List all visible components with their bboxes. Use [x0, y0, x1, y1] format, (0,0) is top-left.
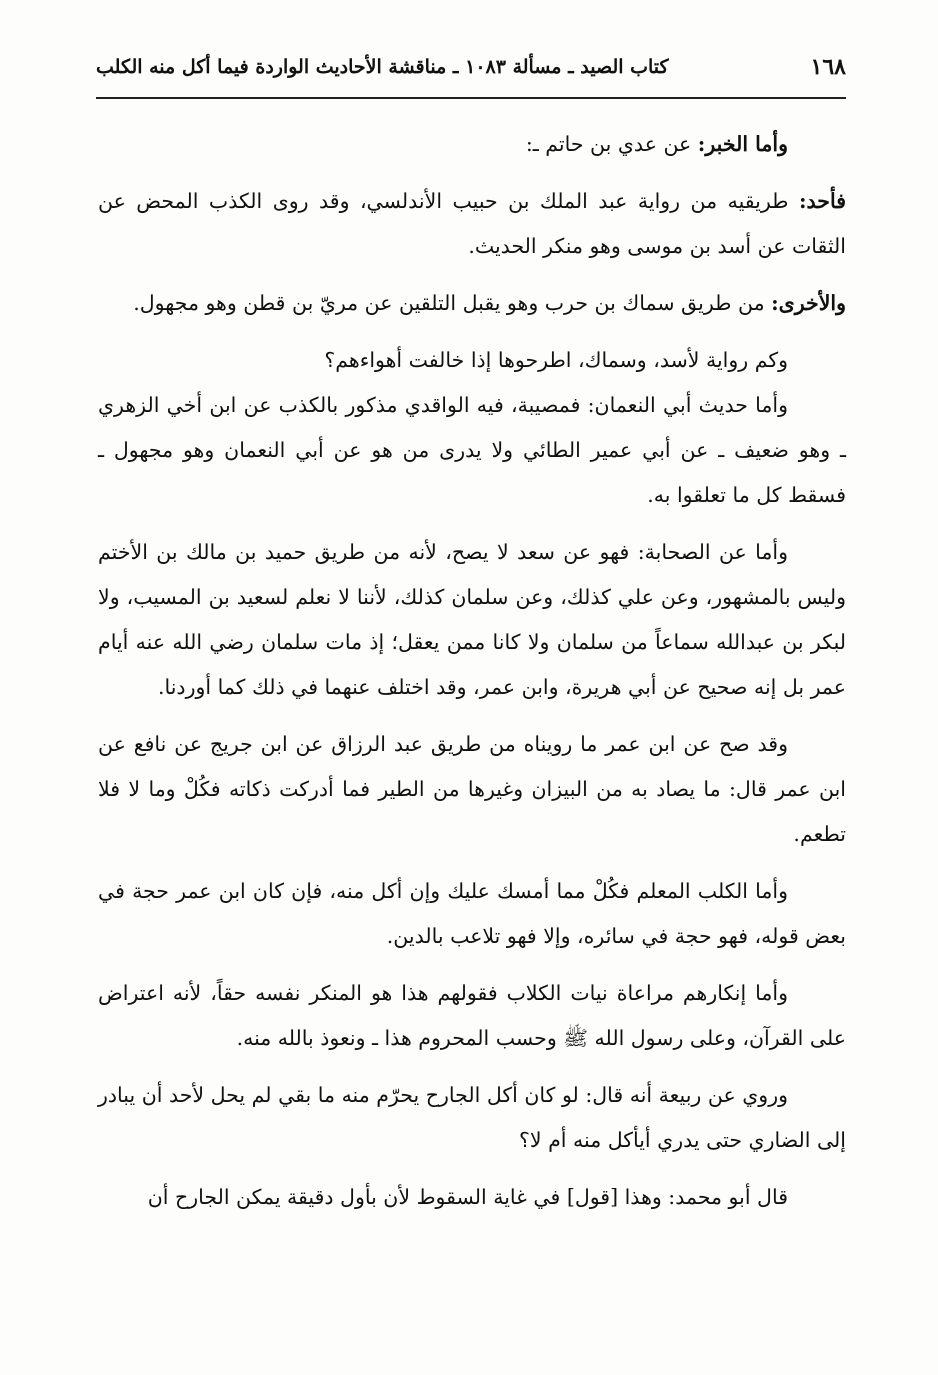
- paragraph-companions: [98, 530, 846, 710]
- paragraph-abu-muhammad: [98, 1175, 846, 1220]
- page-header: [96, 50, 846, 94]
- paragraph-abu-numan: [98, 383, 846, 518]
- paragraph-text: وروي عن ربيعة أنه قال: لو كان أكل الجارح يحرّم منه ما بقي لم يحل لأحد أن يبادر إلى الضاري حتى يدري أيأكل منه أم لا؟: [98, 1083, 846, 1152]
- paragraph-text: طريقيه من رواية عبد الملك بن حبيب الأندلسي، وقد روى الكذب المحض عن الثقات عن أسد بن موسى وهو منكر الحديث.: [98, 189, 846, 258]
- paragraph-khabar: [98, 122, 846, 167]
- paragraph-lead: والأخرى:: [771, 291, 846, 315]
- paragraph-text: عن عدي بن حاتم ـ:: [525, 132, 698, 156]
- paragraph-text: وأما عن الصحابة: فهو عن سعد لا يصح، لأنه من طريق حميد بن مالك بن الأختم وليس بالمشهور، وعن علي كذلك، وعن سلمان كذلك، لأننا لا نعلم لسعيد بن المسيب، ولا لبكر بن عبدالله سماعاً من سلمان ولا كانا ممن يعقل؛ إذ مات سلمان رضي الله عنه أيام عمر بل إنه صحيح عن أبي هريرة، وابن عمر، وقد اختلف عنهما في ذلك كما أوردنا.: [98, 540, 846, 699]
- paragraph-text: من طريق سماك بن حرب وهو يقبل التلقين عن مريّ بن قطن وهو مجهول.: [133, 291, 772, 315]
- paragraph-text: وأما إنكارهم مراعاة نيات الكلاب فقولهم هذا هو المنكر نفسه حقاً، لأنه اعتراض على القرآن، وعلى رسول الله ﷺ وحسب المحروم هذا ـ ونعوذ بالله منه.: [98, 981, 846, 1050]
- paragraph-text: وقد صح عن ابن عمر ما رويناه من طريق عبد الرزاق عن ابن جريج عن نافع عن ابن عمر قال: ما يصاد به من البيزان وغيرها من الطير فما أدركت ذكاته فكُلْ وما لا فلا تطعم.: [98, 732, 846, 846]
- page-number: ١٦٨: [810, 54, 846, 80]
- paragraph-text: قال أبو محمد: وهذا [قول] في غاية السقوط لأن بأول دقيقة يمكن الجارح أن: [147, 1185, 788, 1209]
- paragraph-lead: وأما الخبر:: [697, 132, 788, 156]
- paragraph-trained-dog: [98, 869, 846, 959]
- page-body: [98, 122, 846, 1220]
- paragraph-rabia: [98, 1073, 846, 1163]
- running-title: كتاب الصيد ـ مسألة ١٠٨٣ ـ مناقشة الأحاديث الواردة فيما أكل منه الكلب: [96, 56, 669, 78]
- paragraph-text: وأما الكلب المعلم فكُلْ مما أمسك عليك وإن أكل منه، فإن كان ابن عمر حجة في بعض قوله، فهو حجة في سائره، وإلا فهو تلاعب بالدين.: [98, 879, 846, 948]
- paragraph-text: وكم رواية لأسد، وسماك، اطرحوها إذا خالفت أهواءهم؟: [324, 348, 788, 372]
- paragraph-question: [98, 338, 846, 383]
- paragraph-text: وأما حديث أبي النعمان: فمصيبة، فيه الواقدي مذكور بالكذب عن ابن أخي الزهري ـ وهو ضعيف ـ عن أبي عمير الطائي ولا يدرى من هو عن أبي النعمان وهو مجهول ـ فسقط كل ما تعلقوا به.: [98, 393, 846, 507]
- paragraph-ibn-umar: [98, 722, 846, 857]
- paragraph-lead: فأحد:: [798, 189, 846, 213]
- paragraph-second-route: [98, 281, 846, 326]
- header-divider: [96, 97, 846, 99]
- paragraph-first-route: [98, 179, 846, 269]
- paragraph-intentions: [98, 971, 846, 1061]
